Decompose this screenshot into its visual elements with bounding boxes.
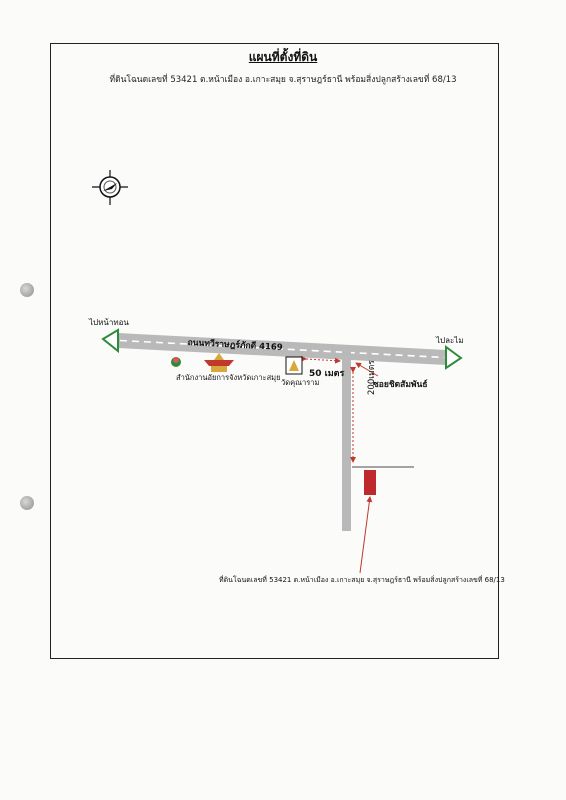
map-subtitle: ที่ดินโฉนดเลขที่ 53421 ต.หน้าเมือง อ.เกาะสมุย จ.สุราษฎร์ธานี พร้อมสิ่งปลูกสร้างเลขที่ 68/13	[109, 75, 457, 85]
soi-label: ซอยชิดสัมพันธ์	[373, 380, 428, 390]
left-direction-label: ไปหน้าทอน	[89, 318, 129, 327]
plot-caption: ที่ดินโฉนดเลขที่ 53421 ต.หน้าเมือง อ.เกาะสมุย จ.สุราษฎร์ธานี พร้อมสิ่งปลูกสร้างเลขที่ 68/13	[219, 576, 505, 584]
land-plot	[364, 470, 376, 495]
vertical-distance-label: 200เมตร	[367, 360, 377, 395]
right-direction-label: ไปละไม	[436, 336, 464, 345]
main-road-label: ถนนทวีราษฎร์ภักดี 4169	[187, 337, 283, 353]
office-label: สำนักงานอัยการจังหวัดเกาะสมุย	[176, 373, 281, 382]
temple-icon	[286, 357, 302, 374]
map-title: แผนที่ตั้งที่ดิน	[248, 50, 318, 64]
temple-label: วัดคุณาราม	[281, 378, 320, 387]
left-direction-arrow	[103, 330, 118, 351]
right-direction-arrow	[446, 347, 461, 368]
office-building-icon	[204, 353, 234, 372]
compass-icon	[92, 170, 128, 205]
landmark-icon	[171, 357, 181, 367]
horizontal-distance-label: 50 เมตร	[309, 369, 345, 379]
